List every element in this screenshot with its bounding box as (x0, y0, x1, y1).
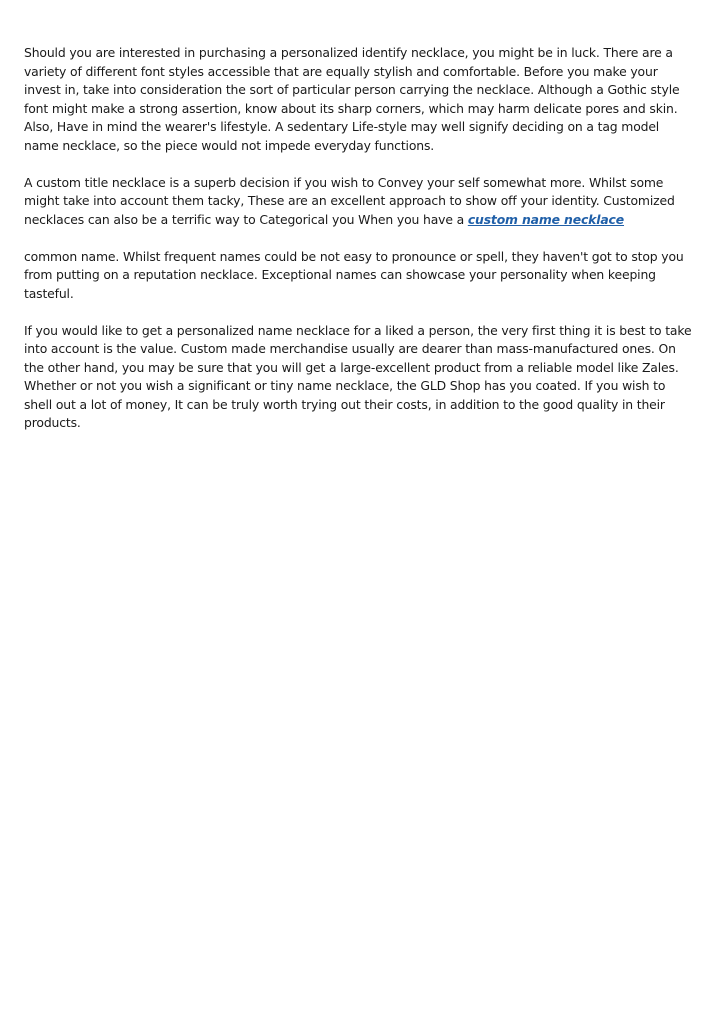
article-body (24, 44, 696, 451)
paragraph-3 (24, 248, 696, 304)
paragraph-4 (24, 322, 696, 433)
paragraph-1-text: Should you are interested in purchasing a personalized identify necklace, you might be in luck. There are a variety of different font styles accessible that are equally stylish and comfortable. Before you make your invest in, take into consideration the sort of particular person carrying the necklace. Although a Gothic style font might make a strong assertion, know about its sharp corners, which may harm delicate pores and skin. Also, Have in mind the wearer's lifestyle. A sedentary Life-style may well signify deciding on a tag model name necklace, so the piece would not impede everyday functions. (24, 45, 680, 153)
paragraph-4-text: If you would like to get a personalized name necklace for a liked a person, the very first thing it is best to take into account is the value. Custom made merchandise usually are dearer than mass-manufactured ones. On the other hand, you may be sure that you will get a large-excellent product from a reliable model like Zales. Whether or not you wish a significant or tiny name necklace, the GLD Shop has you coated. If you wish to shell out a lot of money, It can be truly worth trying out their costs, in addition to the good quality in their products. (24, 322, 692, 430)
paragraph-2 (24, 174, 696, 230)
paragraph-2-text: A custom title necklace is a superb decision if you wish to Convey your self somewhat more. Whilst some might take into account them tacky, These are an excellent approach to show off your identity. Customized necklaces can also be a terrific way to Categorical you When you have a (24, 174, 675, 227)
paragraph-3-text: common name. Whilst frequent names could be not easy to pronounce or spell, they haven't got to stop you from putting on a reputation necklace. Exceptional names can showcase your personality when keeping tasteful. (24, 248, 684, 301)
paragraph-1 (24, 44, 696, 155)
custom-name-necklace-link[interactable]: custom name necklace (467, 211, 625, 227)
